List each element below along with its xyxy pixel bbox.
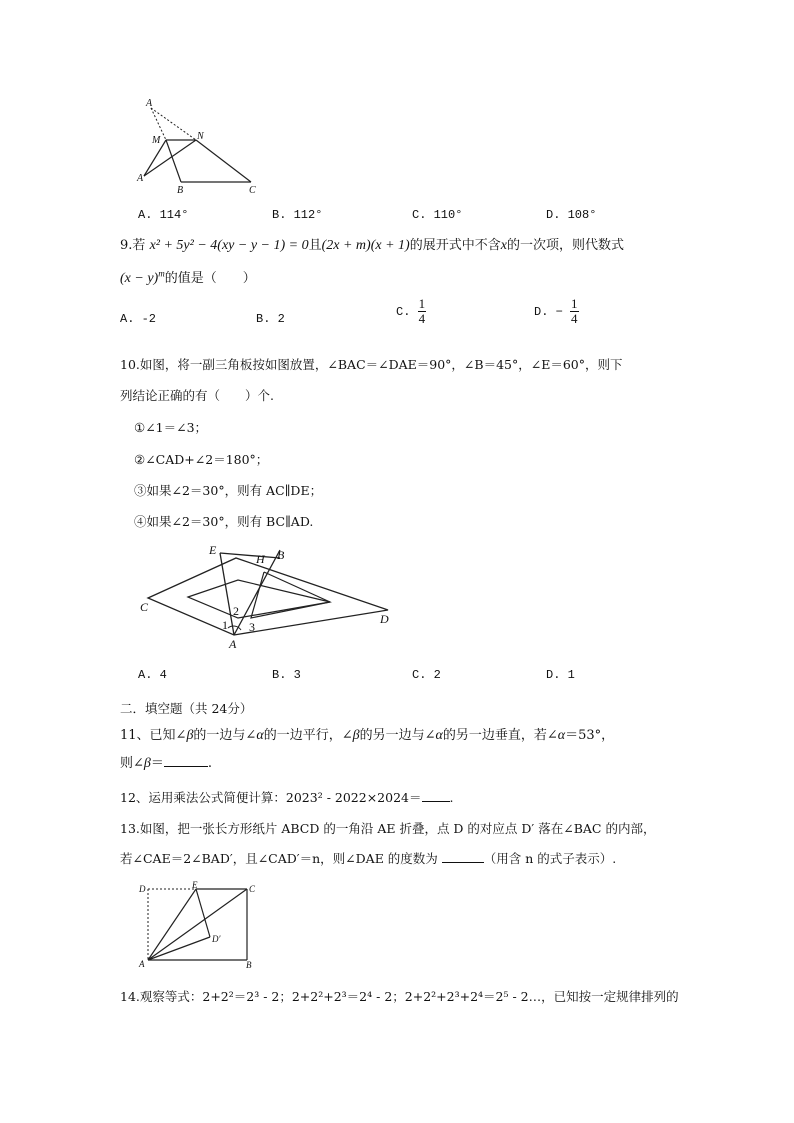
q9-text-4: 的一次项，则代数式 [506,238,624,253]
q9-line2-expression: (x − y) [120,271,159,286]
q10-statement-2: ②∠CAD+∠2＝180°； [134,452,269,467]
fig10-label-A: A [229,637,237,651]
fig13-line-ED [196,889,210,937]
fig8-label-A: A [146,98,153,109]
fig8-label-B: B [177,185,184,196]
q8-choice-c: C. 110° [412,208,463,222]
q11-alpha-2: α [435,728,443,743]
q11-part-3: 的一边平行，∠ [263,728,353,743]
q9-line-1 [120,234,624,254]
fig13-diagram [134,880,264,972]
q10-choice-c: C. 2 [412,668,441,682]
q11-line2-beta: β [143,756,151,771]
q9-line-2 [120,267,256,287]
fig13-label-Dprime: D′ [212,934,221,944]
fig8-line-MB [166,140,181,182]
q11-part-2: 的一边与∠ [193,728,257,743]
q9-choice-b: B. 2 [256,312,285,326]
q8-choice-b: B. 112° [272,208,323,222]
section-2-heading: 二．填空题（共 24分） [120,701,253,716]
q13-line-1: 13.如图，把一张长方形纸片 ABCD 的一角沿 AE 折叠，点 D 的对应点 D′ 落在∠BAC 的内部， [120,821,656,836]
q9-choice-a: A. -2 [120,312,157,326]
fig10-label-H: H [256,552,265,566]
fig13-line-AD [148,937,210,960]
q9-choice-c-fraction [418,297,427,326]
fig13-label-D: D [139,884,146,894]
fig13-label-C: C [249,884,256,894]
q10-statement-3: ③如果∠2＝30°，则有 AC∥DE； [134,483,323,498]
fig10-label-D: D [380,612,389,626]
q9-expression: (2x + m)(x + 1) [321,238,410,253]
q11-line2-b: ＝ [150,756,164,771]
q10-choice-a: A. 4 [138,668,167,682]
q11-part-4: 的另一边与∠ [359,728,436,743]
q9-choice-c [396,297,426,326]
fig10-label-B: B [277,548,285,562]
fig8-label-M: M [152,135,161,146]
fig8-line-NC [196,140,251,182]
fig10-label-1: 1 [222,618,228,632]
q9-choice-d [534,297,579,326]
fig13-line-AE [148,889,196,960]
q10-choice-d: D. 1 [546,668,575,682]
fig13-line-AC [148,889,247,960]
q11-beta: β [186,728,194,743]
q11-line-1 [120,724,614,744]
q9-choice-d-denominator: 4 [571,311,578,326]
q10-statement-4: ④如果∠2＝30°，则有 BC∥AD. [134,514,314,529]
q9-line2-text: 的值是（ ） [164,271,256,286]
q11-answer-blank[interactable] [164,766,208,767]
q11-part-5: 的另一边垂直，若∠ [442,728,558,743]
q13-answer-blank[interactable] [442,862,484,863]
fig10-small-triangle [251,572,330,618]
fig10-label-2: 2 [233,604,239,618]
q9-choice-c-prefix: C. [396,304,411,319]
q10-line-2: 列结论正确的有（ ）个. [120,388,274,403]
q11-part-1: 11、已知∠ [120,728,187,743]
fig8-label-C: C [249,185,256,196]
q9-choice-d-numerator: 1 [571,296,578,311]
q11-line-2 [120,752,212,772]
fig13-label-E: E [192,880,198,890]
q13-line2-b: （用含 n 的式子表示）. [483,851,617,866]
q12-text: 12、运用乘法公式简便计算：2023² - 2022×2024＝ [120,790,422,805]
q9-text-1: 若 [132,238,146,253]
fig13-label-B: B [246,960,252,970]
q8-choice-d: D. 108° [546,208,597,222]
fig10-outer-triangle [148,558,388,635]
q9-number: 9. [120,238,133,253]
q13-line2-a: 若∠CAE＝2∠BAD′，且∠CAD′＝n，则∠DAE 的度数为 [120,851,442,866]
q10-statement-1: ①∠1＝∠3； [134,420,208,435]
q11-line2-end: . [207,756,213,771]
fig10-line-EB [220,553,280,558]
fig10-label-E: E [209,543,217,557]
q11-line2-a: 则∠ [120,756,144,771]
q9-line2-exponent: m [158,268,165,279]
q12-end: . [449,790,454,805]
q10-choice-b: B. 3 [272,668,301,682]
fig10-diagram [138,540,398,652]
q10-line-1: 10.如图，将一副三角板按如图放置，∠BAC＝∠DAE＝90°，∠B＝45°，∠E＝60°，则下 [120,357,623,372]
q11-alpha-3: α [557,728,566,743]
q11-alpha: α [256,728,264,743]
q14-line-1: 14.观察等式：2+2²＝2³ - 2；2+2²+2³＝2⁴ - 2；2+2²+2³+2⁴＝2⁵ - 2…，已知按一定规律排列的 [120,989,679,1004]
fig10-label-C: C [140,600,149,614]
q9-choice-c-numerator: 1 [418,296,426,311]
q9-choice-d-prefix: D. − [534,304,563,319]
q9-text-3: 的展开式中不含 [409,238,501,253]
q11-part-6: ＝53°， [565,728,615,743]
fig13-label-A: A [139,959,145,969]
q9-choice-d-fraction [570,297,579,326]
fig8-label-N: N [197,131,204,142]
fig10-inner-triangle [188,580,330,618]
q13-line-2 [120,849,616,867]
q12-line [120,788,453,806]
fig10-label-3: 3 [249,620,255,634]
q8-choice-a: A. 114° [138,208,189,222]
q11-beta-2: β [352,728,360,743]
fig8-diagram [130,92,270,196]
q12-answer-blank[interactable] [422,801,450,802]
q9-equation: x² + 5y² − 4(xy − y − 1) = 0 [149,238,309,253]
q9-choice-c-denominator: 4 [418,311,426,326]
fig8-label-Aprime: A′ [137,173,146,184]
q9-var-x: x [500,238,507,253]
q9-text-2: 且 [308,238,322,253]
